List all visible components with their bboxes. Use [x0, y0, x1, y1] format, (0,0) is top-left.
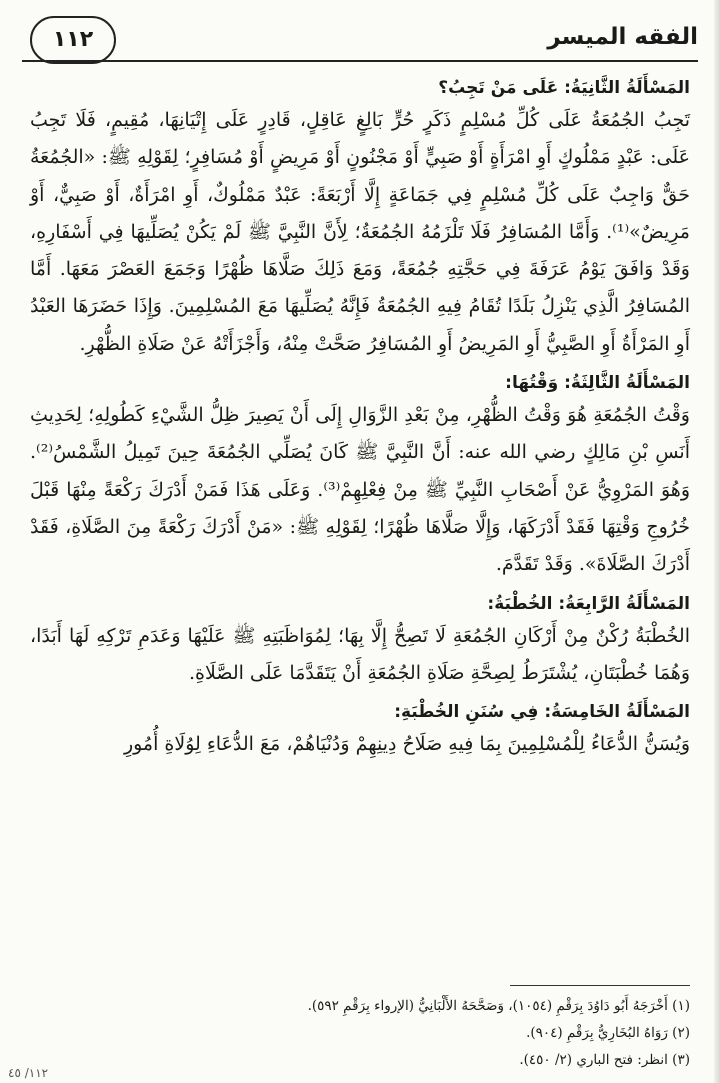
- section-paragraph: الخُطْبَةُ رُكْنٌ مِنْ أَرْكَانِ الجُمُعَةِ لَا تَصِحُّ إِلَّا بِهَا؛ لِمُوَاظَبَتِهِ ﷺ عَلَيْهَا وَعَدَمِ تَرْكِهِ لَهَا أَبَدًا، وَهُمَا خُطْبَتَانِ، يُشْتَرَطُ لِصِحَّةِ صَلَاةِ الجُمُعَةِ أَنْ يَتَقَدَّمَا عَلَى الصَّلَاةِ.: [30, 624, 690, 684]
- footnote-list: [30, 993, 690, 1074]
- section-4: [30, 594, 690, 693]
- footnote-divider: [510, 985, 690, 986]
- section-heading: المَسْأَلَةُ الثَّالِثَةُ: وَقْتُهَا:: [505, 373, 690, 394]
- book-title: الفقه الميسر: [547, 24, 698, 50]
- section-2: [30, 78, 690, 363]
- section-heading: المَسْأَلَةُ الرَّابِعَةُ: الخُطْبَةُ:: [487, 593, 690, 614]
- footnote-3: (٣) انظر: فتح الباري (٢/ ٤٥٠).: [519, 1052, 690, 1068]
- footnote-1: (١) أَخْرَجَهُ أَبُو دَاوُدَ بِرَقْمِ (١٠٥٤)، وَصَحَّحَهُ الأَلْبَانِيُّ (الإرواء بِرَقْمِ ٥٩٢).: [307, 998, 690, 1014]
- section-paragraph: تَجِبُ الجُمُعَةُ عَلَى كُلِّ مُسْلِمٍ ذَكَرٍ حُرٍّ بَالِغٍ عَاقِلٍ، قَادِرٍ عَلَى إِتْيَانِهَا، مُقِيمٍ، فَلَا تَجِبُ عَلَى: عَبْدٍ مَمْلُوكٍ أَوِ امْرَأَةٍ أَوْ صَبِيٍّ أَوْ مَجْنُونٍ أَوْ مَرِيضٍ أَوْ مُسَافِرٍ؛ لِقَوْلِهِ ﷺ: «الجُمُعَةُ حَقٌّ وَاجِبٌ عَلَى كُلِّ مُسْلِمٍ فِي جَمَاعَةٍ إِلَّا أَرْبَعَةً: عَبْدٌ مَمْلُوكٌ، أَوِ امْرَأَةٌ، أَوْ صَبِيٌّ، أَوْ مَرِيضٌ»⁽¹⁾. وَأَمَّا المُسَافِرُ فَلَا تَلْزَمُهُ الجُمُعَةُ؛ لِأَنَّ النَّبِيَّ ﷺ لَمْ يَكُنْ يُصَلِّيهَا فِي أَسْفَارِهِ، وَقَدْ وَافَقَ يَوْمُ عَرَفَةَ فِي حَجَّتِهِ جُمُعَةً، وَمَعَ ذَلِكَ صَلَّاهَا ظُهْرًا وَجَمَعَ العَصْرَ مَعَهَا. أَمَّا المُسَافِرُ الَّذِي يَنْزِلُ بَلَدًا تُقَامُ فِيهِ الجُمُعَةُ فَإِنَّهُ يُصَلِّيهَا مَعَ المُسْلِمِينَ. وَإِذَا حَضَرَهَا العَبْدُ أَوِ المَرْأَةُ أَوِ الصَّبِيُّ أَوِ المَرِيضُ أَوِ المُسَافِرُ صَحَّتْ مِنْهُ، وَأَجْزَأَتْهُ عَنْ صَلَاةِ الظُّهْرِ.: [30, 109, 690, 355]
- section-heading: المَسْأَلَةُ الثَّانِيَةُ: عَلَى مَنْ تَجِبُ؟: [438, 78, 690, 98]
- page-header: [22, 16, 698, 66]
- footnote-2: (٢) رَوَاهُ البُخَارِيُّ بِرَقْمِ (٩٠٤).: [526, 1025, 690, 1041]
- section-heading: المَسْأَلَةُ الخَامِسَةُ: فِي سُنَنِ الخُطْبَةِ:: [394, 702, 690, 723]
- section-paragraph: وَقْتُ الجُمُعَةِ هُوَ وَقْتُ الظُّهْرِ، مِنْ بَعْدِ الزَّوَالِ إِلَى أَنْ يَصِيرَ ظِلُّ الشَّيْءِ كَطُولِهِ؛ لِحَدِيثِ أَنَسِ بْنِ مَالِكٍ رضي الله عنه: أَنَّ النَّبِيَّ ﷺ كَانَ يُصَلِّي الجُمُعَةَ حِينَ تَمِيلُ الشَّمْسُ⁽²⁾. وَهُوَ المَرْوِيُّ عَنْ أَصْحَابِ النَّبِيِّ ﷺ مِنْ فِعْلِهِمْ⁽³⁾. وَعَلَى هَذَا فَمَنْ أَدْرَكَ رَكْعَةً مِنْهَا قَبْلَ خُرُوجِ وَقْتِهَا فَقَدْ أَدْرَكَهَا، وَإِلَّا صَلَّاهَا ظُهْرًا؛ لِقَوْلِهِ ﷺ: «مَنْ أَدْرَكَ رَكْعَةً مِنَ الصَّلَاةِ، فَقَدْ أَدْرَكَ الصَّلَاةَ». وَقَدْ تَقَدَّمَ.: [30, 404, 691, 576]
- page-number: ١١٢: [30, 16, 116, 64]
- footer-code: ١١٢/ ٤٥: [8, 1066, 49, 1080]
- section-paragraph: وَيُسَنُّ الدُّعَاءُ لِلْمُسْلِمِينَ بِمَا فِيهِ صَلَاحُ دِينِهِمْ وَدُنْيَاهُمْ، مَعَ الدُّعَاءِ لِوُلَاةِ أُمُورِ: [123, 733, 690, 756]
- page-spine-shadow: [714, 0, 720, 1083]
- header-divider: [22, 60, 698, 62]
- section-3: [30, 373, 690, 583]
- page-body: [30, 68, 690, 763]
- section-5: [30, 702, 690, 763]
